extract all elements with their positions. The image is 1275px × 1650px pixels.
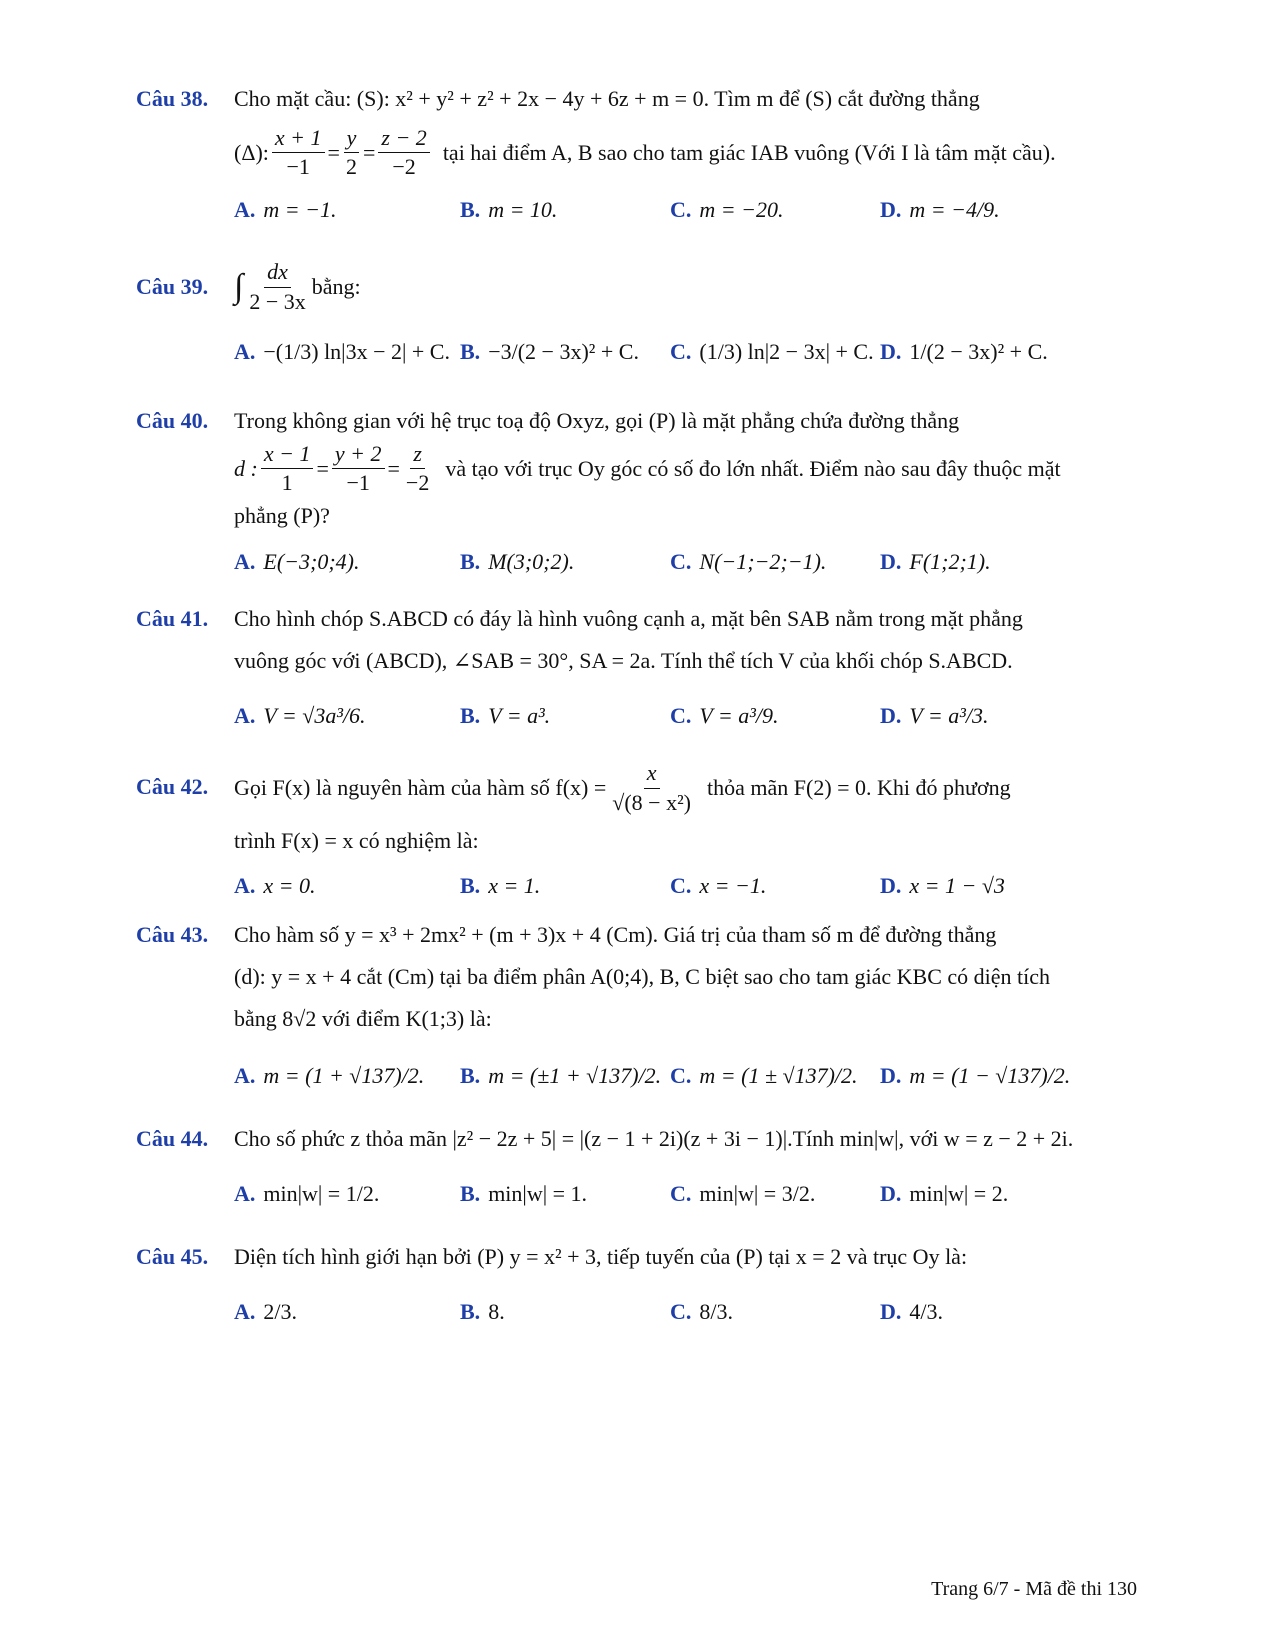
option-d[interactable] [880, 856, 1005, 916]
option-text: x = 1. [488, 873, 541, 898]
question-line: phẳng (P)? [234, 503, 330, 529]
option-letter: B. [460, 873, 481, 898]
denominator: 2 [345, 154, 357, 180]
question-line: bằng 8√2 với điểm K(1;3) là: [234, 1006, 492, 1031]
option-a[interactable] [234, 1282, 297, 1342]
options-row [234, 180, 1136, 240]
option-c[interactable] [670, 856, 766, 916]
option-letter: C. [670, 703, 692, 728]
question-line: trình F(x) = x có nghiệm là: [234, 828, 479, 853]
option-letter: D. [880, 1063, 902, 1088]
option-text: m = −4/9. [909, 197, 1000, 222]
option-letter: C. [670, 873, 692, 898]
option-b[interactable] [460, 180, 557, 240]
denominator: 1 [281, 470, 293, 496]
question-line: (d): y = x + 4 cắt (Cm) tại ba điểm phân A(0;4), B, C biệt sao cho tam giác KBC có diện tích [234, 964, 1051, 989]
option-b[interactable] [460, 1164, 587, 1224]
denominator: −2 [392, 154, 416, 180]
option-letter: B. [460, 197, 481, 222]
question-text [234, 1118, 1136, 1160]
question-text [234, 400, 1136, 537]
option-b[interactable] [460, 532, 574, 592]
option-letter: A. [234, 339, 256, 364]
option-letter: C. [670, 197, 692, 222]
option-c[interactable] [670, 686, 779, 746]
question-line-head: Gọi F(x) là nguyên hàm của hàm số f(x) = [234, 775, 607, 800]
question-line: Cho hình chóp S.ABCD có đáy là hình vuông cạnh a, mặt bên SAB nằm trong mặt phẳng [234, 606, 1023, 631]
denominator: √(8 − x²) [612, 789, 691, 815]
question-45 [136, 1236, 1136, 1346]
option-letter: B. [460, 1299, 481, 1324]
numerator: dx [264, 260, 291, 287]
fraction [246, 260, 308, 313]
options-row [234, 1046, 1136, 1106]
denominator: −1 [286, 154, 310, 180]
option-a[interactable] [234, 1046, 424, 1106]
numerator: x + 1 [272, 126, 325, 153]
fraction [343, 126, 360, 179]
option-text: m = (1 − √137)/2. [909, 1063, 1071, 1088]
question-40 [136, 400, 1136, 600]
denominator: −2 [405, 470, 430, 496]
option-a[interactable] [234, 322, 450, 382]
question-line-tail: và tạo với trục Oy góc có số đo lớn nhất. Điểm nào sau đây thuộc mặt [445, 455, 1061, 481]
line-name: d : [234, 455, 258, 481]
option-text: min|w| = 3/2. [699, 1181, 816, 1206]
numerator: y + 2 [332, 442, 385, 469]
option-letter: D. [880, 197, 902, 222]
question-line: Cho hàm số y = x³ + 2mx² + (m + 3)x + 4 (Cm). Giá trị của tham số m để đường thẳng [234, 922, 997, 947]
option-d[interactable] [880, 686, 989, 746]
options-row [234, 322, 1136, 382]
option-letter: A. [234, 1181, 256, 1206]
option-text: 8/3. [699, 1299, 734, 1324]
option-letter: B. [460, 1063, 481, 1088]
fraction [378, 126, 429, 179]
option-b[interactable] [460, 322, 639, 382]
question-line-tail: tại hai điểm A, B sao cho tam giác IAB vuông (Với I là tâm mặt cầu). [442, 139, 1056, 165]
question-text [234, 760, 1136, 862]
fraction [272, 126, 325, 179]
question-line: Cho mặt cầu: (S): x² + y² + z² + 2x − 4y + 6z + m = 0. Tìm m để (S) cắt đường thẳng [234, 86, 980, 111]
option-c[interactable] [670, 180, 783, 240]
option-text: −3/(2 − 3x)² + C. [488, 339, 639, 364]
option-letter: C. [670, 549, 692, 574]
option-letter: A. [234, 873, 256, 898]
option-letter: A. [234, 703, 256, 728]
option-text: −(1/3) ln|3x − 2| + C. [263, 339, 450, 364]
question-41 [136, 598, 1136, 748]
option-text: (1/3) ln|2 − 3x| + C. [699, 339, 874, 364]
question-label: Câu 44. [136, 1126, 209, 1151]
option-letter: A. [234, 549, 256, 574]
option-b[interactable] [460, 1282, 505, 1342]
option-text: min|w| = 1. [488, 1181, 588, 1206]
option-text: 4/3. [909, 1299, 944, 1324]
option-text: E(−3;0;4). [263, 549, 360, 574]
options-row [234, 1282, 1136, 1342]
question-text [234, 1236, 1136, 1278]
option-c[interactable] [670, 1164, 815, 1224]
option-text: x = 0. [263, 873, 316, 898]
question-text [234, 914, 1136, 1040]
option-text: N(−1;−2;−1). [699, 549, 827, 574]
option-d[interactable] [880, 1282, 943, 1342]
question-label: Câu 40. [136, 408, 209, 433]
option-c[interactable] [670, 532, 826, 592]
option-d[interactable] [880, 1046, 1070, 1106]
line-name: (Δ): [234, 139, 269, 165]
option-text: 1/(2 − 3x)² + C. [909, 339, 1048, 364]
question-line: vuông góc với (ABCD), ∠SAB = 30°, SA = 2a. Tính thể tích V của khối chóp S.ABCD. [234, 648, 1013, 673]
option-letter: A. [234, 197, 256, 222]
option-text: V = √3a³/6. [263, 703, 366, 728]
question-label: Câu 42. [136, 774, 209, 799]
option-a[interactable] [234, 180, 336, 240]
option-d[interactable] [880, 532, 991, 592]
option-text: V = a³. [488, 703, 551, 728]
option-letter: D. [880, 873, 902, 898]
option-letter: A. [234, 1063, 256, 1088]
option-text: x = −1. [699, 873, 767, 898]
option-b[interactable] [460, 686, 550, 746]
question-39 [136, 258, 1136, 398]
fraction [403, 442, 432, 495]
option-a[interactable] [234, 1164, 379, 1224]
integral-sign: ∫ [234, 268, 244, 305]
question-44 [136, 1118, 1136, 1228]
option-text: 8. [488, 1299, 505, 1324]
option-letter: B. [460, 339, 481, 364]
question-line-tail: thỏa mãn F(2) = 0. Khi đó phương [707, 775, 1011, 800]
question-label: Câu 38. [136, 86, 209, 111]
option-text: V = a³/3. [909, 703, 989, 728]
option-d[interactable] [880, 322, 1048, 382]
option-d[interactable] [880, 180, 1000, 240]
numerator: z [410, 442, 425, 469]
question-line: Cho số phức z thỏa mãn |z² − 2z + 5| = |(z − 1 + 2i)(z + 3i − 1)|.Tính min|w|, với w = z − 2 + 2i. [234, 1126, 1074, 1151]
options-row [234, 532, 1136, 592]
question-line: Trong không gian với hệ trục toạ độ Oxyz, gọi (P) là mặt phẳng chứa đường thẳng [234, 408, 960, 433]
fraction [332, 442, 385, 495]
options-row [234, 1164, 1136, 1224]
fraction [261, 442, 314, 495]
option-b[interactable] [460, 1046, 661, 1106]
question-label: Câu 45. [136, 1244, 209, 1269]
option-text: 2/3. [263, 1299, 298, 1324]
option-letter: D. [880, 703, 902, 728]
option-c[interactable] [670, 1046, 858, 1106]
option-letter: C. [670, 1063, 692, 1088]
question-text [234, 598, 1136, 682]
question-38 [136, 78, 1136, 238]
options-row [234, 856, 1136, 916]
denominator: −1 [346, 470, 370, 496]
option-text: m = −20. [699, 197, 784, 222]
question-42 [136, 760, 1136, 920]
question-label: Câu 43. [136, 922, 209, 947]
option-letter: A. [234, 1299, 256, 1324]
option-text: V = a³/9. [699, 703, 779, 728]
fraction [609, 761, 694, 814]
option-text: min|w| = 2. [909, 1181, 1009, 1206]
option-b[interactable] [460, 856, 540, 916]
option-letter: D. [880, 339, 902, 364]
option-c[interactable] [670, 322, 874, 382]
option-letter: B. [460, 703, 481, 728]
option-letter: C. [670, 1299, 692, 1324]
question-label: Câu 39. [136, 274, 209, 299]
denominator: 2 − 3x [249, 288, 306, 314]
option-text: m = (1 + √137)/2. [263, 1063, 425, 1088]
option-text: M(3;0;2). [488, 549, 575, 574]
option-a[interactable] [234, 686, 366, 746]
option-text: m = (±1 + √137)/2. [488, 1063, 662, 1088]
option-a[interactable] [234, 856, 316, 916]
option-letter: D. [880, 549, 902, 574]
option-c[interactable] [670, 1282, 733, 1342]
option-letter: D. [880, 1299, 902, 1324]
numerator: z − 2 [378, 126, 429, 153]
question-line-equation [234, 760, 1136, 816]
option-text: x = 1 − √3 [909, 873, 1005, 898]
question-line-equation: d : $\frac{x - 1}{1}$ = $\frac{y + 2}{-1}$ = $\frac{z}{-2}$ và tạo với trục Oy góc có số đo lớn nhất. Điểm nào sau đây thuộc mặt [234, 441, 1061, 496]
numerator: x − 1 [261, 442, 314, 469]
option-text: m = −1. [263, 197, 337, 222]
option-letter: C. [670, 1181, 692, 1206]
page-footer: Trang 6/7 - Mã đề thi 130 [931, 1578, 1137, 1600]
option-letter: B. [460, 549, 481, 574]
question-text [234, 258, 1136, 316]
question-43 [136, 914, 1136, 1124]
option-text: F(1;2;1). [909, 549, 991, 574]
option-text: m = 10. [488, 197, 558, 222]
option-text: min|w| = 1/2. [263, 1181, 380, 1206]
option-letter: D. [880, 1181, 902, 1206]
question-line-equation: (Δ): $\frac{x + 1}{-1}$ = $\frac{y}{2}$ = $\frac{z - 2}{-2}$ tại hai điểm A, B sao cho tam giác IAB vuông (Với I là tâm mặt cầu). [234, 125, 1056, 180]
question-label: Câu 41. [136, 606, 209, 631]
option-letter: C. [670, 339, 692, 364]
numerator: x [644, 761, 660, 788]
question-text [234, 78, 1136, 179]
option-a[interactable] [234, 532, 359, 592]
option-text: m = (1 ± √137)/2. [699, 1063, 858, 1088]
option-letter: B. [460, 1181, 481, 1206]
options-row [234, 686, 1136, 746]
numerator: y [344, 126, 360, 153]
option-d[interactable] [880, 1164, 1008, 1224]
question-line: Diện tích hình giới hạn bởi (P) y = x² + 3, tiếp tuyến của (P) tại x = 2 và trục Oy là: [234, 1244, 968, 1269]
question-line-tail: bằng: [311, 274, 361, 299]
